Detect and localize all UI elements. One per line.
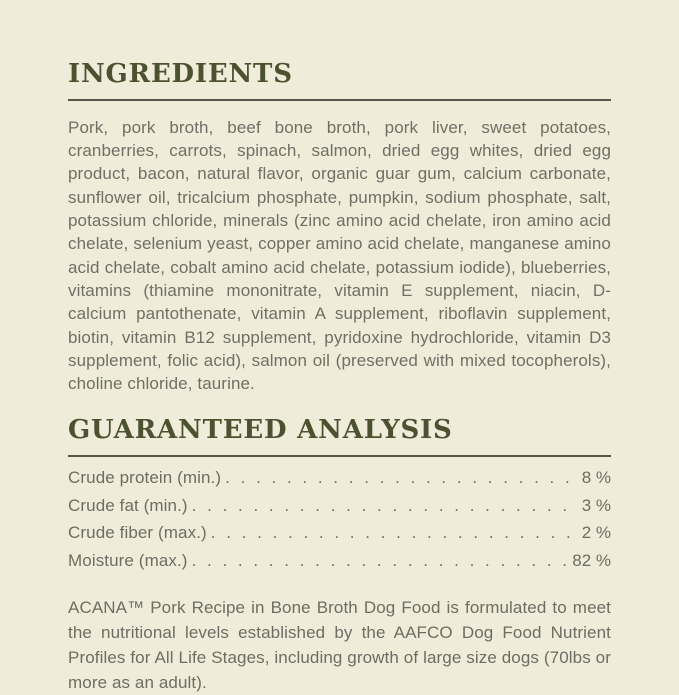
analysis-row-crude-fat [68, 492, 611, 520]
analysis-row-crude-protein [68, 464, 611, 492]
guaranteed-analysis-divider [68, 455, 611, 457]
analysis-label: Moisture (max.) [68, 550, 188, 570]
analysis-value: 8 % [581, 468, 611, 488]
aafco-statement: ACANA™ Pork Recipe in Bone Broth Dog Food is formulated to meet the nutritional levels established by the AAFCO Dog Food Nutrient Profiles for All Life Stages, including growth of large size dogs (70lbs or more as an adult). [68, 598, 611, 693]
analysis-row-moisture [68, 547, 611, 575]
dot-leader [225, 464, 579, 492]
ingredients-heading: INGREDIENTS [68, 59, 293, 89]
ingredients-divider [68, 99, 611, 101]
dot-leader [192, 492, 579, 520]
guaranteed-analysis-section [68, 416, 611, 574]
dot-leader [211, 519, 579, 547]
ingredients-text: Pork, pork broth, beef bone broth, pork liver, sweet potatoes, cranberries, carrots, spinach, salmon, dried egg whites, dried egg product, bacon, natural flavor, organic guar gum, calcium carbonate, sunflower oil, tricalcium phosphate, pumpkin, sodium phosphate, salt, potassium chloride, minerals (zinc amino acid chelate, iron amino acid chelate, selenium yeast, copper amino acid chelate, manganese amino acid chelate, cobalt amino acid chelate, potassium iodide), blueberries, vitamins (thiamine mononitrate, vitamin E supplement, niacin, D-calcium pantothenate, vitamin A supplement, riboflavin supplement, biotin, vitamin B12 supplement, pyridoxine hydrochloride, vitamin D3 supplement, folic acid), salmon oil (preserved with mixed tocopherols), choline chloride, taurine. [68, 117, 611, 394]
analysis-row-crude-fiber [68, 519, 611, 547]
analysis-value: 3 % [581, 495, 611, 515]
analysis-value: 82 % [572, 550, 611, 570]
analysis-label: Crude protein (min.) [68, 468, 222, 488]
analysis-value: 2 % [581, 523, 611, 543]
ingredients-section [68, 60, 611, 395]
dot-leader [192, 547, 570, 575]
analysis-label: Crude fiber (max.) [68, 523, 207, 543]
analysis-label: Crude fat (min.) [68, 495, 188, 515]
guaranteed-analysis-table [68, 464, 611, 574]
guaranteed-analysis-heading: GUARANTEED ANALYSIS [68, 415, 453, 446]
